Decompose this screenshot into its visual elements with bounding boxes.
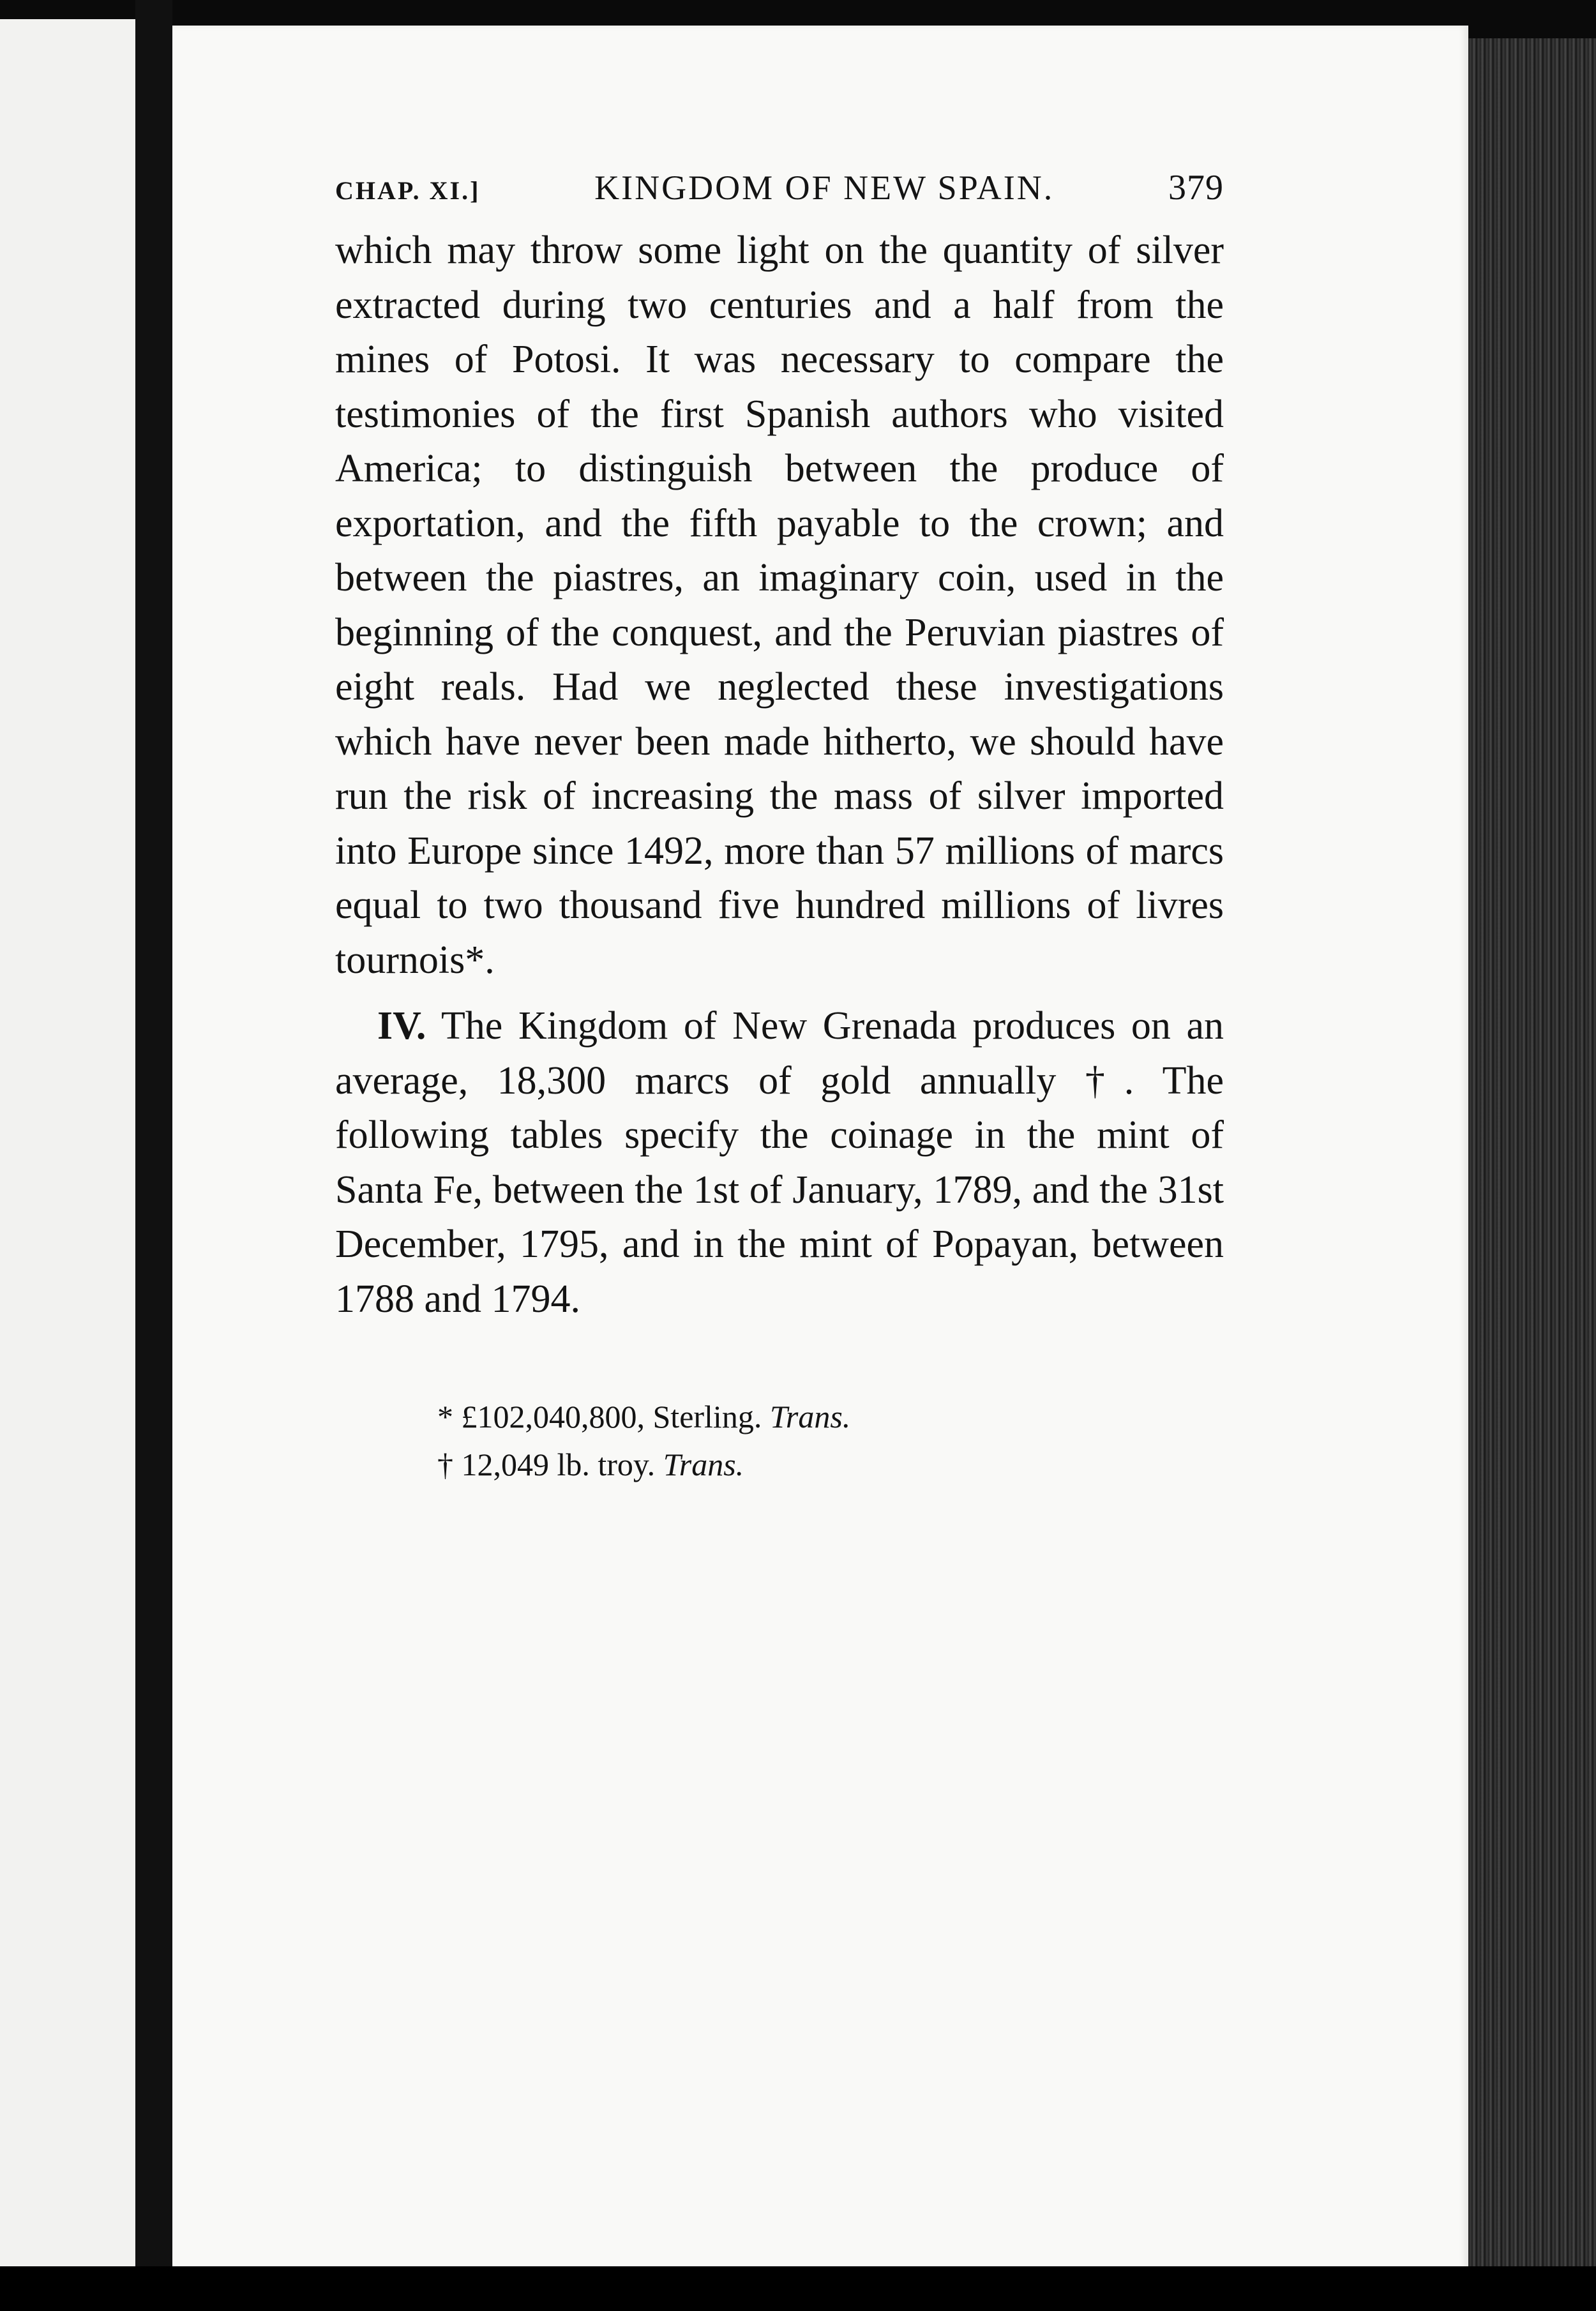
page-number: 379 <box>1168 168 1224 207</box>
footnote-2 <box>437 1441 1224 1489</box>
paragraph-2 <box>335 999 1224 1327</box>
footnote-marker: * <box>437 1399 453 1434</box>
section-numeral: IV. <box>377 1004 426 1048</box>
running-title: KINGDOM OF NEW SPAIN. <box>594 169 1055 207</box>
footnote-1 <box>437 1393 1224 1441</box>
scan-border <box>0 2266 1596 2311</box>
paragraph-1: which may throw some light on the quantity of silver extracted during two centuries and a half from the mines of Potosi. It was necessary to compare the testimonies of the first Spanish authors who visited America; to distinguish between the produce of exportation, and the fifth payable to the crown; and between the piastres, an imaginary coin, used in the beginning of the conquest, and the Peruvian piastres of eight reals. Had we neglected these investigations which have never been made hitherto, we should have run the risk of increasing the mass of silver imported into Europe since 1492, more than 57 millions of marcs equal to two thousand five hundred millions of livres tournois*. <box>335 229 1224 982</box>
footnotes <box>335 1393 1224 1489</box>
book-gutter <box>135 0 172 2311</box>
running-head <box>335 167 1224 212</box>
footnote-translator-note: Trans. <box>769 1399 851 1434</box>
chapter-reference: CHAP. XI.] <box>335 176 481 205</box>
facing-page-edge <box>0 19 135 2273</box>
page-text-block <box>335 167 1224 1489</box>
paragraph-2-text: The Kingdom of New Grenada produces on an average, 18,300 marcs of gold annually †. The following tables specify the coinage in the mint of Santa Fe, between the 1st of January, 1789, and the 31st December, 1795, and in the mint of Popayan, between 1788 and 1794. <box>335 1004 1224 1321</box>
footnote-marker: † <box>437 1447 453 1482</box>
footnote-translator-note: Trans. <box>663 1447 744 1482</box>
footnote-text: 12,049 lb. troy. <box>461 1447 656 1482</box>
footnote-text: £102,040,800, Sterling. <box>461 1399 762 1434</box>
page-edges <box>1468 38 1596 2311</box>
